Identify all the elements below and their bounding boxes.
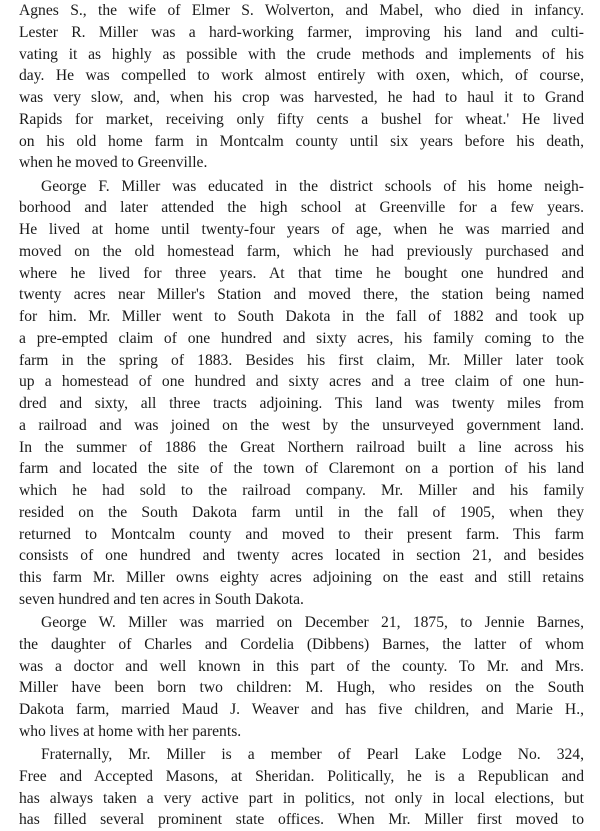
text-line: Fraternally, Mr. Miller is a member of Pearl Lake Lodge No. 324, [41,746,584,763]
text-line: vating it as highly as possible with the crude methods and implements of his [19,45,584,63]
text-line: Miller have been born two children: M. Hugh, who resides on the South [19,679,584,697]
paragraph-4 [19,744,584,831]
text-line: returned to Montcalm county and moved to their present farm. This farm [19,525,584,543]
text-line: seven hundred and ten acres in South Dakota. [19,590,304,608]
text-line: has filled several prominent state offices. When Mr. Miller first moved to [19,811,584,829]
paragraph-3 [19,612,584,743]
text-line: was very slow, and, when his crop was harvested, he had to haul it to Grand [19,89,584,106]
text-line: George W. Miller was married on December 21, 1875, to Jennie Barnes, [41,614,584,631]
text-line: Dakota farm, married Maud J. Weaver and has five children, and Marie H., [19,701,584,718]
text-line: up a homestead of one hundred and sixty acres and a tree claim of one hun- [19,373,584,391]
text-line: a railroad and was joined on the west by the unsurveyed government land. [19,416,584,434]
paragraph-2 [19,176,584,611]
text-line: borhood and later attended the high school at Greenville for a few years. [19,199,584,217]
text-line: dred and sixty, all three tracts adjoining. This land was twenty miles from [19,395,584,412]
text-line: twenty acres near Miller's Station and moved there, the station being named [19,286,584,304]
text-line: farm and located the site of the town of Claremont on a portion of his land [19,460,584,478]
text-line: Agnes S., the wife of Elmer S. Wolverton, and Mabel, who died in infancy. [19,2,584,19]
text-line: was a doctor and well known in this part of the county. To Mr. and Mrs. [19,657,584,675]
text-line: Lester R. Miller was a hard-working farmer, improving his land and culti- [19,23,584,41]
text-line: In the summer of 1886 the Great Northern railroad built a line across his [19,438,584,456]
text-line: for him. Mr. Miller went to South Dakota in the fall of 1882 and took up [19,308,584,325]
text-line: day. He was compelled to work almost entirely with oxen, which, of course, [19,67,584,85]
text-line: has always taken a very active part in politics, not only in local elections, but [19,789,584,807]
text-line: Rapids for market, receiving only fifty cents a bushel for wheat.' He lived [19,110,584,128]
text-line: this farm Mr. Miller owns eighty acres adjoining on the east and still retains [19,569,584,586]
text-line: moved on the old homestead farm, which he had previously purchased and [19,242,584,260]
text-line: George F. Miller was educated in the district schools of his home neigh- [41,177,584,195]
text-line: He lived at home until twenty-four years of age, when he was married and [19,221,584,238]
text-line: when he moved to Greenville. [19,154,208,172]
text-line: where he lived for three years. At that time he bought one hundred and [19,264,584,282]
text-line: the daughter of Charles and Cordelia (Dibbens) Barnes, the latter of whom [19,635,584,653]
paragraph-1 [19,0,584,174]
text-line: consists of one hundred and twenty acres located in section 21, and besides [19,547,584,565]
text-line: which he had sold to the railroad company. Mr. Miller and his family [19,482,584,499]
text-line: on his old home farm in Montcalm county until six years before his death, [19,132,584,150]
text-line: farm in the spring of 1883. Besides his first claim, Mr. Miller later took [19,351,584,369]
document-page [19,0,584,831]
text-line: who lives at home with her parents. [19,722,242,740]
text-line: resided on the South Dakota farm until in the fall of 1905, when they [19,503,584,521]
text-line: a pre-empted claim of one hundred and sixty acres, his family coming to the [19,329,584,347]
text-line: Free and Accepted Masons, at Sheridan. Politically, he is a Republican and [19,767,584,785]
